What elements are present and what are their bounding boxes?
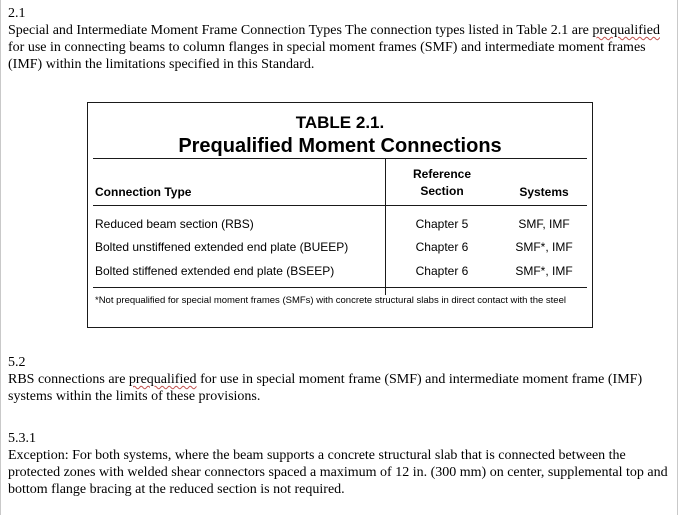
table-row-systems: SMF, IMF [518, 217, 570, 231]
table-row-type: Reduced beam section (RBS) [95, 217, 254, 231]
section-2-1 [8, 5, 673, 73]
table-row-systems: SMF*, IMF [515, 264, 573, 278]
section-text: RBS connections are [8, 372, 129, 387]
table-rule-top [93, 158, 587, 159]
table-title: Prequalified Moment Connections [178, 135, 502, 157]
table-row-type: Bolted unstiffened extended end plate (BUEEP) [95, 240, 349, 254]
section-text: Exception: For both systems, where the beam supports a concrete structural slab that is connected between the protected zones with welded shear connectors spaced a maximum of 12 in. (300 mm) on center, supplemental top and bottom flange bracing at the reduced section is not required. [8, 448, 668, 497]
table-2-1-image [87, 102, 593, 328]
section-number: 5.3.1 [8, 431, 36, 446]
section-text: Special and Intermediate Moment Frame Connection Types The connection types listed in Table 2.1 are [8, 23, 593, 38]
table-column-divider [385, 158, 386, 295]
table-row-section: Chapter 5 [415, 217, 469, 231]
table-footnote: *Not prequalified for special moment frames (SMFs) with concrete structural slabs in direct contact with the steel [95, 295, 566, 306]
table-row-section: Chapter 6 [415, 240, 469, 254]
table-title-number: TABLE 2.1. [295, 113, 385, 132]
spelling-flagged-word[interactable]: prequalified [128, 372, 197, 387]
header-reference-line2: Section [420, 184, 464, 198]
table-rule-bottom [93, 287, 587, 288]
section-text-continued: for use in connecting beams to column flanges in special moment frames (SMF) and intermediate moment frames (IMF) within the limitations specified in this Standard. [8, 40, 646, 72]
section-number: 5.2 [8, 355, 26, 370]
section-number: 2.1 [8, 6, 26, 21]
table-row-section: Chapter 6 [415, 264, 469, 278]
spelling-flagged-word[interactable]: prequalified [592, 23, 660, 38]
table-row-systems: SMF*, IMF [515, 240, 573, 254]
table-row-type: Bolted stiffened extended end plate (BSEEP) [95, 264, 335, 278]
header-connection-type: Connection Type [95, 185, 192, 199]
table-rule-header [93, 205, 587, 206]
header-systems: Systems [519, 185, 569, 199]
section-text-continued: for use in special moment frame (SMF) and intermediate moment frame (IMF) systems within the limits of these provisions. [8, 372, 643, 404]
section-5-3-1 [8, 430, 673, 498]
header-reference-line1: Reference [412, 167, 472, 181]
section-5-2 [8, 354, 673, 405]
